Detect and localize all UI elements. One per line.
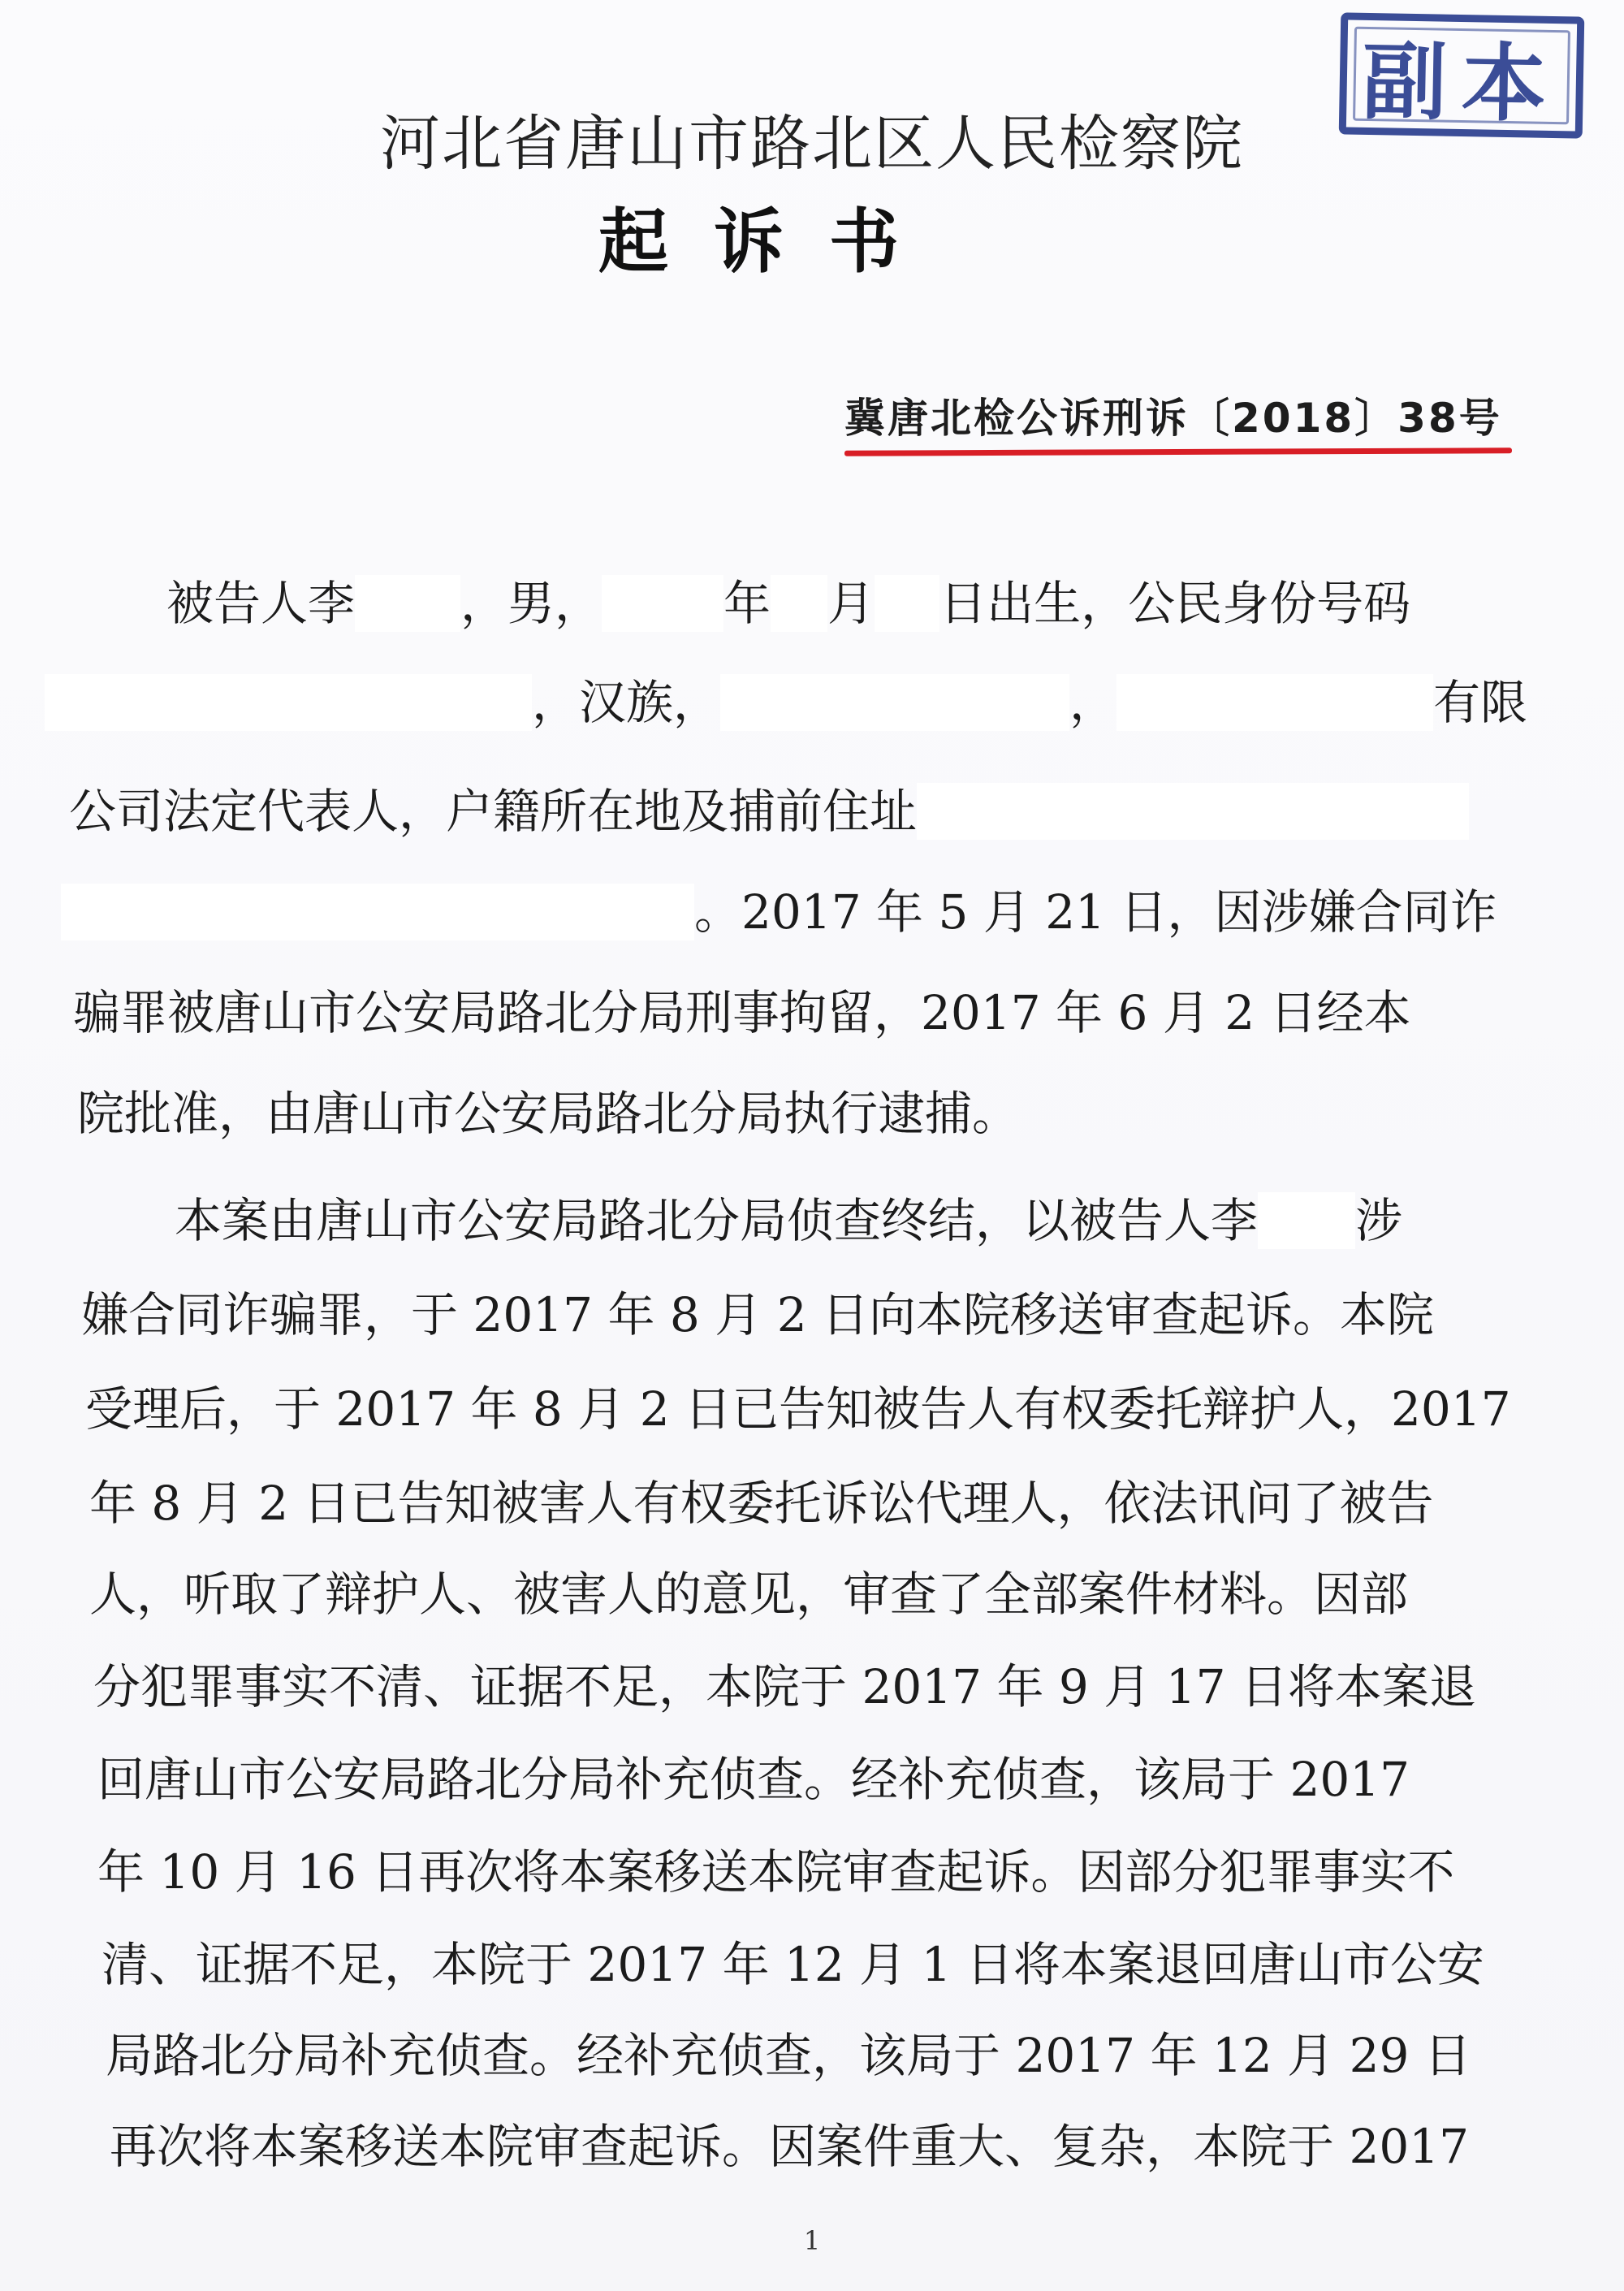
- body-line-10: 年 8 月 2 日已告知被害人有权委托诉讼代理人，依法讯问了被告: [89, 1476, 1434, 1531]
- copy-stamp: 副本: [1339, 12, 1585, 138]
- redacted-block: [61, 884, 694, 940]
- body-line-17: 再次将本案移送本院审查起诉。因案件重大、复杂，本院于 2017: [110, 2119, 1470, 2174]
- body-line-14: 年 10 月 16 日再次将本案移送本院审查起诉。因部分犯罪事实不: [97, 1844, 1455, 1900]
- body-line-11: 人，听取了辩护人、被害人的意见，审查了全部案件材料。因部: [89, 1567, 1409, 1622]
- redacted-block: [1116, 674, 1433, 731]
- body-line-15: 清、证据不足，本院于 2017 年 12 月 1 日将本案退回唐山市公安: [102, 1937, 1484, 1992]
- body-line-4: 。2017 年 5 月 21 日，因涉嫌合同诈: [61, 884, 1497, 940]
- body-line-12: 分犯罪事实不清、证据不足，本院于 2017 年 9 月 17 日将本案退: [93, 1659, 1476, 1714]
- document-number: 冀唐北检公诉刑诉〔2018〕38号: [844, 395, 1502, 442]
- body-line-3: 公司法定代表人，户籍所在地及捕前住址: [69, 783, 1469, 840]
- document-title: 起诉书: [598, 201, 944, 283]
- redacted-block: [771, 575, 827, 632]
- body-line-6: 院批准，由唐山市公安局路北分局执行逮捕。: [77, 1086, 1020, 1141]
- page-number: 1: [803, 2225, 821, 2256]
- redacted-block: [602, 575, 723, 632]
- body-line-7: 本案由唐山市公安局路北分局侦查终结，以被告人李 涉: [175, 1193, 1403, 1248]
- redacted-block: [917, 783, 1469, 840]
- redacted-block: [355, 575, 460, 632]
- body-line-5: 骗罪被唐山市公安局路北分局刑事拘留，2017 年 6 月 2 日经本: [73, 985, 1411, 1040]
- procuratorate-name: 河北省唐山市路北区人民检察院: [380, 109, 1244, 179]
- body-line-16: 局路北分局补充侦查。经补充侦查，该局于 2017 年 12 月 29 日: [106, 2028, 1471, 2083]
- red-underline: [844, 447, 1512, 456]
- body-line-13: 回唐山市公安局路北分局补充侦查。经补充侦查，该局于 2017: [97, 1752, 1410, 1807]
- redacted-block: [720, 674, 1069, 731]
- redacted-block: [1258, 1192, 1355, 1249]
- body-line-1: 被告人李 ，男， 年 月 日出生，公民身份号码: [166, 576, 1411, 631]
- body-line-8: 嫌合同诈骗罪，于 2017 年 8 月 2 日向本院移送审查起诉。本院: [81, 1287, 1435, 1342]
- redacted-block: [45, 674, 532, 731]
- redacted-block: [875, 575, 939, 632]
- body-line-9: 受理后，于 2017 年 8 月 2 日已告知被告人有权委托辩护人，2017: [85, 1381, 1511, 1437]
- body-line-2: ，汉族， ， 有限: [45, 674, 1527, 731]
